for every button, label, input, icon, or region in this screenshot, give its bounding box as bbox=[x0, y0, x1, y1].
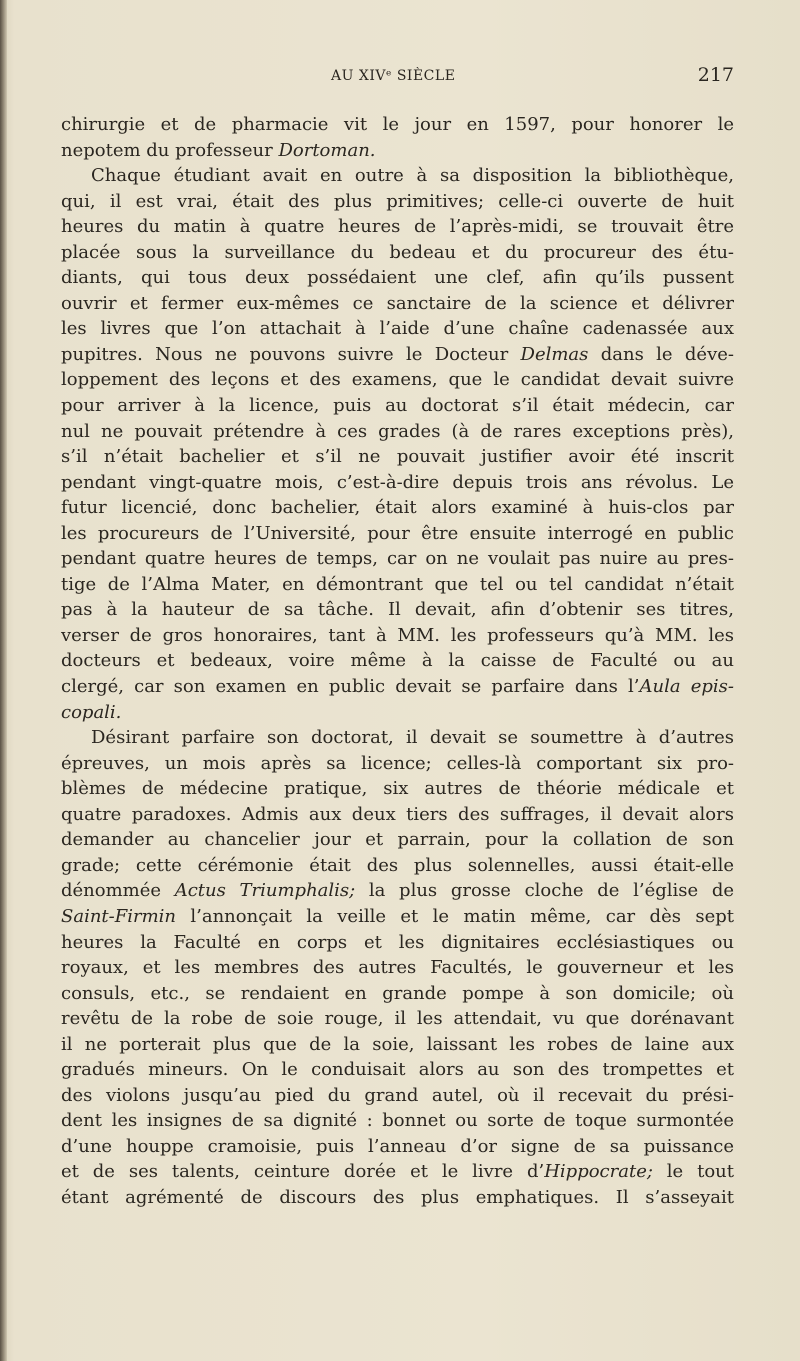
text-segment: épreuves, un mois après sa licence; celles-là comportant six pro- bbox=[61, 752, 734, 774]
text-segment: verser de gros honoraires, tant à MM. les professeurs qu’à MM. les bbox=[61, 624, 734, 646]
text-line bbox=[61, 751, 734, 777]
text-segment: quatre paradoxes. Admis aux deux tiers des suffrages, il devait alors bbox=[61, 803, 734, 825]
text-segment: d’une houppe cramoisie, puis l’anneau d’or signe de sa puissance bbox=[61, 1135, 734, 1157]
text-segment: nul ne pouvait prétendre à ces grades (à de rares exceptions près), bbox=[61, 420, 734, 442]
text-segment: et de ses talents, ceinture dorée et le livre d’ bbox=[61, 1161, 545, 1183]
text-segment: heures la Faculté en corps et les dignitaires ecclésiastiques ou bbox=[61, 931, 734, 953]
text-line bbox=[61, 1159, 734, 1185]
running-title: AU XIVᵉ SIÈCLE bbox=[331, 68, 456, 84]
text-line bbox=[61, 1134, 734, 1160]
italic-text: Delmas bbox=[520, 343, 589, 365]
text-segment: pas à la hauteur de sa tâche. Il devait, afin d’obtenir ses titres, bbox=[61, 599, 734, 621]
text-segment: royaux, et les membres des autres Facultés, le gouverneur et les bbox=[61, 957, 734, 979]
text-line bbox=[61, 1006, 734, 1032]
text-line bbox=[61, 1108, 734, 1134]
italic-text: Dortoman. bbox=[278, 139, 376, 161]
text-line bbox=[61, 444, 734, 470]
text-line bbox=[61, 138, 734, 164]
text-segment: pour arriver à la licence, puis au doctorat s’il était médecin, car bbox=[61, 395, 734, 417]
text-segment: placée sous la surveillance du bedeau et du procureur des étu- bbox=[61, 241, 734, 263]
text-segment: le tout bbox=[652, 1161, 734, 1183]
text-segment: loppement des leçons et des examens, que le candidat devait suivre bbox=[61, 369, 734, 391]
text-line bbox=[61, 367, 734, 393]
body-text bbox=[61, 112, 734, 1211]
text-segment: pendant quatre heures de temps, car on ne voulait pas nuire au pres- bbox=[61, 548, 734, 570]
text-line bbox=[61, 342, 734, 368]
text-line bbox=[61, 802, 734, 828]
text-line bbox=[61, 700, 734, 726]
text-segment: Chaque étudiant avait en outre à sa disposition la bibliothèque, bbox=[91, 165, 734, 187]
text-segment: futur licencié, donc bachelier, était alors examiné à huis-clos par bbox=[61, 497, 734, 519]
text-segment: des violons jusqu’au pied du grand autel, où il recevait du prési- bbox=[61, 1084, 734, 1106]
text-line bbox=[61, 623, 734, 649]
italic-text: Hippocrate; bbox=[544, 1161, 653, 1183]
text-line bbox=[61, 955, 734, 981]
text-line bbox=[61, 521, 734, 547]
text-line bbox=[61, 776, 734, 802]
text-segment: consuls, etc., se rendaient en grande pompe à son domicile; où bbox=[61, 982, 734, 1004]
text-segment: blèmes de médecine pratique, six autres de théorie médicale et bbox=[61, 778, 734, 800]
text-segment: qui, il est vrai, était des plus primitives; celle-ci ouverte de huit bbox=[61, 190, 734, 212]
text-segment: pupitres. Nous ne pouvons suivre le Docteur bbox=[61, 343, 521, 365]
text-line bbox=[61, 546, 734, 572]
text-segment: les livres que l’on attachait à l’aide d’une chaîne cadenassée aux bbox=[61, 318, 734, 340]
text-line bbox=[61, 419, 734, 445]
page-number: 217 bbox=[697, 64, 734, 86]
text-line bbox=[61, 572, 734, 598]
text-line bbox=[61, 1083, 734, 1109]
page-binding-edge bbox=[0, 0, 7, 1361]
text-segment: pendant vingt-quatre mois, c’est-à-dire depuis trois ans révolus. Le bbox=[61, 471, 734, 493]
text-line bbox=[61, 827, 734, 853]
text-segment: Désirant parfaire son doctorat, il devait se soumettre à d’autres bbox=[91, 727, 734, 749]
text-segment: dans le déve- bbox=[588, 343, 734, 365]
text-segment: s’il n’était bachelier et s’il ne pouvait justifier avoir été inscrit bbox=[61, 446, 734, 468]
text-segment: ouvrir et fermer eux-mêmes ce sanctaire de la science et délivrer bbox=[61, 292, 734, 314]
page-header bbox=[61, 64, 734, 90]
text-line bbox=[61, 214, 734, 240]
italic-text: Saint-Firmin bbox=[61, 905, 176, 927]
text-line bbox=[61, 674, 734, 700]
text-segment: revêtu de la robe de soie rouge, il les attendait, vu que dorénavant bbox=[61, 1008, 734, 1030]
text-line bbox=[61, 112, 734, 138]
text-line bbox=[61, 1185, 734, 1211]
italic-text: Aula epis- bbox=[639, 676, 734, 698]
text-segment: l’annonçait la veille et le matin même, car dès sept bbox=[176, 905, 734, 927]
text-line bbox=[61, 265, 734, 291]
text-segment: gradués mineurs. On le conduisait alors au son des trompettes et bbox=[61, 1059, 734, 1081]
text-line bbox=[61, 240, 734, 266]
text-segment: chirurgie et de pharmacie vit le jour en 1597, pour honorer le bbox=[61, 114, 734, 135]
text-segment: la plus grosse cloche de l’église de bbox=[355, 880, 734, 902]
text-segment: les procureurs de l’Université, pour être ensuite interrogé en public bbox=[61, 522, 734, 544]
text-segment: docteurs et bedeaux, voire même à la caisse de Faculté ou au bbox=[61, 650, 734, 672]
text-line bbox=[61, 648, 734, 674]
text-segment: il ne porterait plus que de la soie, laissant les robes de laine aux bbox=[61, 1033, 734, 1055]
text-segment: nepotem du professeur bbox=[61, 139, 279, 161]
text-segment: tige de l’Alma Mater, en démontrant que tel ou tel candidat n’était bbox=[61, 573, 734, 595]
text-line bbox=[61, 393, 734, 419]
text-segment: heures du matin à quatre heures de l’après-midi, se trouvait être bbox=[61, 216, 734, 238]
text-segment: demander au chancelier jour et parrain, pour la collation de son bbox=[61, 829, 734, 851]
text-segment: diants, qui tous deux possédaient une clef, afin qu’ils pussent bbox=[61, 267, 734, 289]
text-line bbox=[61, 470, 734, 496]
text-line bbox=[61, 1057, 734, 1083]
text-line bbox=[61, 981, 734, 1007]
text-line bbox=[61, 495, 734, 521]
text-line bbox=[61, 189, 734, 215]
text-line bbox=[61, 1032, 734, 1058]
italic-text: Actus Triumphalis; bbox=[174, 880, 356, 902]
text-segment: dénommée bbox=[61, 880, 175, 902]
text-line bbox=[61, 853, 734, 879]
text-line bbox=[61, 316, 734, 342]
text-line bbox=[61, 930, 734, 956]
text-segment: dent les insignes de sa dignité : bonnet ou sorte de toque surmontée bbox=[61, 1110, 734, 1132]
text-line bbox=[61, 725, 734, 751]
text-line bbox=[61, 878, 734, 904]
text-line bbox=[61, 163, 734, 189]
text-line bbox=[61, 597, 734, 623]
italic-text: copali. bbox=[61, 701, 122, 723]
text-line bbox=[61, 904, 734, 930]
text-line bbox=[61, 291, 734, 317]
text-segment: étant agrémenté de discours des plus emphatiques. Il s’asseyait bbox=[61, 1186, 734, 1208]
text-segment: grade; cette cérémonie était des plus solennelles, aussi était-elle bbox=[61, 854, 734, 876]
text-segment: clergé, car son examen en public devait se parfaire dans l’ bbox=[61, 676, 640, 698]
